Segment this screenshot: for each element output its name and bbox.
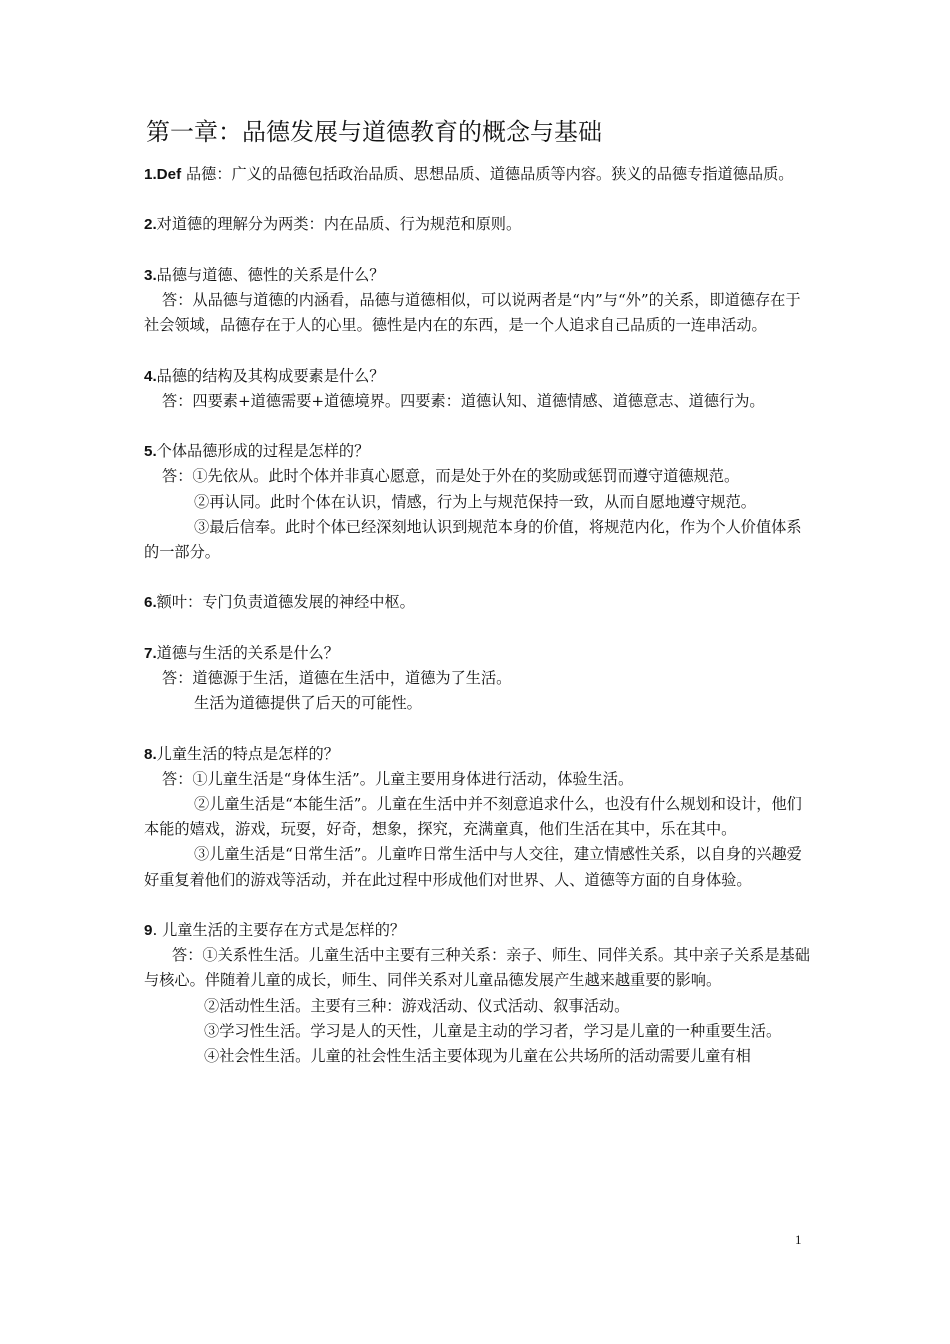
item-question <box>144 641 810 666</box>
answer-paragraph: 答：从品德与道德的内涵看，品德与道德相似，可以说两者是“内”与“外”的关系，即道德存在于社会领域，品德存在于人的心里。德性是内在的东西，是一个人追求自己品质的一连串活动。 <box>144 290 801 335</box>
item-number: 1.Def <box>144 166 182 183</box>
item-question <box>144 439 810 464</box>
item-8 <box>144 742 810 893</box>
item-number: 2. <box>144 216 157 234</box>
item-number: 3. <box>144 266 157 284</box>
item-question <box>144 364 810 389</box>
answer-paragraph: ④社会性生活。儿童的社会性生活主要体现为儿童在公共场所的活动需要儿童有相 <box>204 1046 751 1065</box>
item-question <box>144 162 810 187</box>
item-number: 7. <box>144 644 157 662</box>
item-text: 个体品德形成的过程是怎样的？ <box>156 442 370 461</box>
answer-paragraph: ②活动性生活。主要有三种：游戏活动、仪式活动、叙事活动。 <box>204 996 630 1015</box>
item-text: 品德的结构及其构成要素是什么？ <box>156 366 385 385</box>
answer-paragraph: 答：道德源于生活，道德在生活中，道德为了生活。 <box>162 668 512 687</box>
item-number: 8. <box>144 745 157 763</box>
item-number: 5. <box>144 443 157 461</box>
item-question <box>144 590 810 615</box>
item-number: 9 <box>144 921 153 939</box>
item-text: 品德：广义的品德包括政治品质、思想品质、道德品质等内容。狭义的品德专指道德品质。 <box>181 165 794 183</box>
item-7 <box>144 641 810 717</box>
item-5 <box>144 439 810 565</box>
answer-paragraph: ②再认同。此时个体在认识，情感，行为上与规范保持一致，从而自愿地遵守规范。 <box>194 492 756 511</box>
item-1 <box>144 162 810 187</box>
item-text: 对道德的理解分为两类：内在品质、行为规范和原则。 <box>156 215 522 234</box>
answer-paragraph: 生活为道德提供了后天的可能性。 <box>194 694 422 713</box>
answer-paragraph: 答：①儿童生活是“身体生活”。儿童主要用身体进行活动，体验生活。 <box>162 769 634 788</box>
item-text: . 儿童生活的主要存在方式是怎样的？ <box>152 920 406 939</box>
item-text: 品德与道德、德性的关系是什么？ <box>156 265 385 284</box>
answer-paragraph: ②儿童生活是“本能生活”。儿童在生活中并不刻意追求什么，也没有什么规划和设计，他们本能的嬉戏，游戏，玩耍，好奇，想象，探究，充满童真，他们生活在其中，乐在其中。 <box>144 794 802 839</box>
answer-paragraph: ③学习性生活。学习是人的天性，儿童是主动的学习者，学习是儿童的一种重要生活。 <box>204 1021 782 1040</box>
item-text: 道德与生活的关系是什么？ <box>156 643 339 662</box>
answer-paragraph: 答：①先依从。此时个体并非真心愿意，而是处于外在的奖励或惩罚而遵守道德规范。 <box>162 467 740 486</box>
item-4 <box>144 364 810 414</box>
answer-paragraph: ③最后信奉。此时个体已经深刻地认识到规范本身的价值，将规范内化，作为个人价值体系的一部分。 <box>144 517 802 561</box>
answer-paragraph: 答：①关系性生活。儿童生活中主要有三种关系：亲子、师生、同伴关系。其中亲子关系是基础与核心。伴随着儿童的成长，师生、同伴关系对儿童品德发展产生越来越重要的影响。 <box>144 946 810 990</box>
chapter-title: 第一章：品德发展与道德教育的概念与基础 <box>146 118 602 146</box>
item-text: 儿童生活的特点是怎样的？ <box>156 744 339 763</box>
item-number: 4. <box>144 367 157 385</box>
answer-paragraph: ③儿童生活是“日常生活”。儿童咋日常生活中与人交往，建立情感性关系，以自身的兴趣爱好重复着他们的游戏等活动，并在此过程中形成他们对世界、人、道德等方面的自身体验。 <box>144 845 802 889</box>
item-question <box>144 263 810 288</box>
page-number: 1 <box>795 1232 802 1247</box>
item-number: 6. <box>144 594 157 612</box>
document-body <box>144 162 810 1094</box>
item-question <box>144 212 810 237</box>
item-text: 额叶：专门负责道德发展的神经中枢。 <box>156 593 415 612</box>
item-question <box>144 918 810 943</box>
item-question <box>144 742 810 767</box>
item-3 <box>144 263 810 339</box>
item-9 <box>144 918 810 1069</box>
item-2 <box>144 212 810 237</box>
item-6 <box>144 590 810 615</box>
answer-paragraph: 答：四要素+道德需要+道德境界。四要素：道德认知、道德情感、道德意志、道德行为。 <box>162 391 765 410</box>
